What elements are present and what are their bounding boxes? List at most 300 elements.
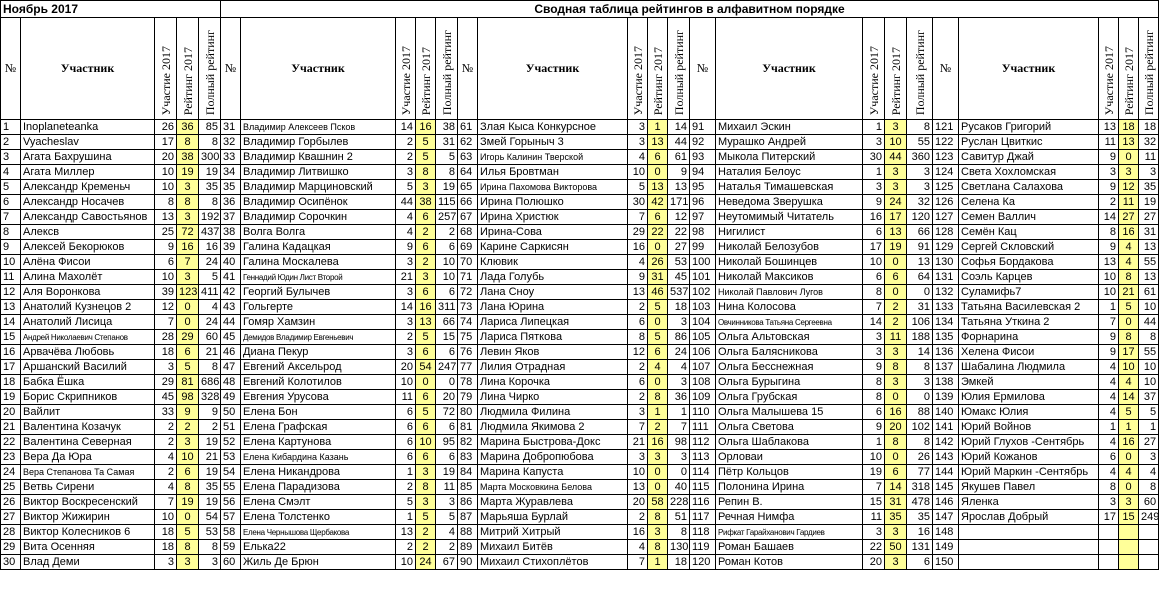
name-cell: Якушев Павел xyxy=(959,480,1099,495)
participation-cell: 1 xyxy=(863,435,885,450)
rating-cell: 4 xyxy=(1119,375,1139,390)
full-rating-cell: 0 xyxy=(907,285,933,300)
name-cell: Ярослав Добрый xyxy=(959,510,1099,525)
full-rating-cell: 3 xyxy=(668,450,690,465)
participation-cell: 18 xyxy=(155,540,177,555)
name-cell: Яленка xyxy=(959,495,1099,510)
rating-cell: 6 xyxy=(416,240,436,255)
participation-cell: 13 xyxy=(155,210,177,225)
num-cell: 33 xyxy=(221,150,241,165)
full-rating-header xyxy=(436,18,458,120)
rating-cell xyxy=(1119,525,1139,540)
num-cell: 133 xyxy=(933,300,959,315)
participation-cell: 13 xyxy=(1099,255,1119,270)
num-cell: 145 xyxy=(933,480,959,495)
name-cell: Русаков Григорий xyxy=(959,120,1099,135)
full-rating-cell: 35 xyxy=(1139,180,1159,195)
rating-cell: 4 xyxy=(1119,255,1139,270)
participation-cell: 10 xyxy=(155,180,177,195)
name-cell: Вера Степанова Та Самая xyxy=(21,465,155,480)
rating-cell: 0 xyxy=(177,315,199,330)
full-rating-cell: 2 xyxy=(199,420,221,435)
full-rating-cell: 26 xyxy=(907,450,933,465)
rating-cell: 6 xyxy=(648,150,668,165)
rating-header-text: Рейтинг 2017 xyxy=(1122,46,1136,115)
name-cell: Елена Парадизова xyxy=(241,480,396,495)
num-cell: 3 xyxy=(1,150,21,165)
rating-cell: 31 xyxy=(885,495,907,510)
rating-cell: 5 xyxy=(416,150,436,165)
full-rating-cell: 6 xyxy=(436,285,458,300)
rating-cell: 19 xyxy=(885,240,907,255)
table-row xyxy=(1,420,1159,435)
rating-cell: 16 xyxy=(416,300,436,315)
rating-cell: 0 xyxy=(177,510,199,525)
participation-cell: 14 xyxy=(863,315,885,330)
rating-cell: 9 xyxy=(177,405,199,420)
rating-cell: 46 xyxy=(648,285,668,300)
num-cell: 97 xyxy=(690,210,716,225)
rating-cell: 21 xyxy=(1119,285,1139,300)
rating-cell: 1 xyxy=(648,555,668,570)
full-rating-cell: 61 xyxy=(668,150,690,165)
name-cell: Карине Саркисян xyxy=(478,240,628,255)
full-rating-header-text: Полный рейтинг xyxy=(671,29,686,115)
name-cell: Влад Деми xyxy=(21,555,155,570)
participation-cell: 2 xyxy=(628,300,648,315)
full-rating-cell: 8 xyxy=(907,435,933,450)
table-row xyxy=(1,555,1159,570)
full-rating-cell: 66 xyxy=(436,315,458,330)
full-rating-cell: 120 xyxy=(907,210,933,225)
participation-cell: 3 xyxy=(396,345,416,360)
name-cell: Шабалина Людмила xyxy=(959,360,1099,375)
month-label: Ноябрь 2017 xyxy=(1,1,221,18)
name-cell: Геннадий Юдин Лист Второй xyxy=(241,270,396,285)
rating-cell: 0 xyxy=(1119,480,1139,495)
num-cell: 4 xyxy=(1,165,21,180)
rating-cell: 3 xyxy=(648,525,668,540)
full-rating-cell: 249 xyxy=(1139,510,1159,525)
num-cell: 31 xyxy=(221,120,241,135)
num-cell: 36 xyxy=(221,195,241,210)
participation-cell: 10 xyxy=(628,165,648,180)
full-rating-cell: 5 xyxy=(436,150,458,165)
name-cell: Семён Кац xyxy=(959,225,1099,240)
num-cell: 60 xyxy=(221,555,241,570)
num-cell: 122 xyxy=(933,135,959,150)
name-cell: Евгений Аксельрод xyxy=(241,360,396,375)
name-cell: Пётр Кольцов xyxy=(716,465,863,480)
table-row xyxy=(1,255,1159,270)
full-rating-cell: 10 xyxy=(436,270,458,285)
table-row xyxy=(1,345,1159,360)
full-rating-cell: 4 xyxy=(668,360,690,375)
participation-cell: 4 xyxy=(1099,375,1119,390)
name-cell: Вайлит xyxy=(21,405,155,420)
full-rating-cell: 55 xyxy=(1139,255,1159,270)
participation-cell: 9 xyxy=(1099,330,1119,345)
rating-cell: 5 xyxy=(648,330,668,345)
full-rating-cell: 478 xyxy=(907,495,933,510)
num-cell: 146 xyxy=(933,495,959,510)
table-row xyxy=(1,195,1159,210)
name-cell: Лана Сноу xyxy=(478,285,628,300)
num-cell: 108 xyxy=(690,375,716,390)
full-rating-cell: 19 xyxy=(436,465,458,480)
participation-cell: 6 xyxy=(396,450,416,465)
full-rating-cell: 13 xyxy=(1139,270,1159,285)
participation-cell: 4 xyxy=(628,150,648,165)
full-rating-header xyxy=(199,18,221,120)
num-cell: 101 xyxy=(690,270,716,285)
num-cell: 61 xyxy=(458,120,478,135)
rating-cell: 16 xyxy=(1119,435,1139,450)
num-cell: 58 xyxy=(221,525,241,540)
name-cell: Репин В. xyxy=(716,495,863,510)
participation-cell: 11 xyxy=(1099,135,1119,150)
num-cell: 13 xyxy=(1,300,21,315)
num-cell: 94 xyxy=(690,165,716,180)
full-rating-cell: 21 xyxy=(199,345,221,360)
name-cell: Лана Юрина xyxy=(478,300,628,315)
participation-header-text: Участие 2017 xyxy=(399,45,413,115)
full-rating-cell: 53 xyxy=(199,525,221,540)
full-rating-cell: 4 xyxy=(199,300,221,315)
participation-cell: 9 xyxy=(155,240,177,255)
name-cell: Соэль Карцев xyxy=(959,270,1099,285)
rating-cell: 26 xyxy=(648,255,668,270)
rating-cell: 5 xyxy=(416,330,436,345)
full-rating-cell: 85 xyxy=(199,120,221,135)
full-rating-cell: 98 xyxy=(668,435,690,450)
num-cell: 99 xyxy=(690,240,716,255)
rating-header xyxy=(885,18,907,120)
num-cell: 14 xyxy=(1,315,21,330)
participation-cell: 6 xyxy=(628,315,648,330)
num-cell: 68 xyxy=(458,225,478,240)
num-cell: 21 xyxy=(1,420,21,435)
num-cell: 49 xyxy=(221,390,241,405)
name-cell: Николай Павлович Лугов xyxy=(716,285,863,300)
rating-cell: 8 xyxy=(177,540,199,555)
rating-cell: 19 xyxy=(177,495,199,510)
rating-cell: 3 xyxy=(885,525,907,540)
name-cell: Михаил Эскин xyxy=(716,120,863,135)
full-rating-header xyxy=(668,18,690,120)
num-cell: 75 xyxy=(458,330,478,345)
num-cell: 124 xyxy=(933,165,959,180)
rating-cell: 6 xyxy=(416,420,436,435)
rating-cell: 3 xyxy=(177,180,199,195)
table-row xyxy=(1,120,1159,135)
full-rating-cell: 686 xyxy=(199,375,221,390)
rating-cell: 10 xyxy=(1119,360,1139,375)
participation-header xyxy=(396,18,416,120)
name-cell: Света Хохломская xyxy=(959,165,1099,180)
full-rating-cell: 3 xyxy=(1139,450,1159,465)
name-cell: Мыкола Питерский xyxy=(716,150,863,165)
rating-cell: 2 xyxy=(416,255,436,270)
name-cell: Полонина Ирина xyxy=(716,480,863,495)
rating-cell: 54 xyxy=(416,360,436,375)
full-rating-cell: 3 xyxy=(1139,165,1159,180)
participation-cell: 3 xyxy=(863,525,885,540)
participation-cell: 6 xyxy=(628,375,648,390)
name-cell: Эмкей xyxy=(959,375,1099,390)
name-cell: Ольга Грубская xyxy=(716,390,863,405)
num-cell: 143 xyxy=(933,450,959,465)
name-cell: Орловаи xyxy=(716,450,863,465)
table-row xyxy=(1,540,1159,555)
name-cell: Виктор Жижирин xyxy=(21,510,155,525)
rating-cell: 19 xyxy=(177,165,199,180)
name-cell: Юрий Маркин -Сентябрь xyxy=(959,465,1099,480)
participation-cell: 7 xyxy=(628,420,648,435)
name-cell: Лилия Отрадная xyxy=(478,360,628,375)
participation-cell: 3 xyxy=(155,360,177,375)
name-cell: Овчинникова Татьяна Сергеевна xyxy=(716,315,863,330)
name-cell: Борис Скрипников xyxy=(21,390,155,405)
full-rating-cell: 16 xyxy=(199,240,221,255)
full-rating-cell: 19 xyxy=(199,495,221,510)
rating-cell: 6 xyxy=(648,210,668,225)
name-cell xyxy=(959,555,1099,570)
full-rating-cell: 40 xyxy=(668,480,690,495)
num-cell: 81 xyxy=(458,420,478,435)
num-cell: 131 xyxy=(933,270,959,285)
num-cell: 35 xyxy=(221,180,241,195)
participation-cell: 7 xyxy=(863,480,885,495)
participation-cell: 9 xyxy=(1099,240,1119,255)
num-cell: 89 xyxy=(458,540,478,555)
name-cell: Рифкат Гарайханович Гардиев xyxy=(716,525,863,540)
rating-cell: 0 xyxy=(885,285,907,300)
num-cell: 128 xyxy=(933,225,959,240)
full-rating-cell: 18 xyxy=(668,300,690,315)
full-rating-cell: 5 xyxy=(199,270,221,285)
rating-cell: 6 xyxy=(177,345,199,360)
num-cell: 46 xyxy=(221,345,241,360)
full-rating-cell: 11 xyxy=(436,480,458,495)
table-row xyxy=(1,150,1159,165)
full-rating-cell xyxy=(1139,525,1159,540)
num-cell: 77 xyxy=(458,360,478,375)
name-cell: Форнарина xyxy=(959,330,1099,345)
name-cell: Александр Савостьянов xyxy=(21,210,155,225)
participation-cell: 6 xyxy=(863,225,885,240)
name-cell: Юрий Войнов xyxy=(959,420,1099,435)
full-rating-cell: 18 xyxy=(1139,120,1159,135)
full-rating-cell: 77 xyxy=(907,465,933,480)
full-rating-cell: 64 xyxy=(907,270,933,285)
participation-cell: 29 xyxy=(628,225,648,240)
name-cell: Ольга Малышева 15 xyxy=(716,405,863,420)
full-rating-cell: 38 xyxy=(436,120,458,135)
num-cell: 11 xyxy=(1,270,21,285)
rating-cell: 27 xyxy=(1119,210,1139,225)
participation-cell: 9 xyxy=(628,270,648,285)
name-cell: Владимир Горбылев xyxy=(241,135,396,150)
name-cell: Георгий Булычев xyxy=(241,285,396,300)
num-cell: 92 xyxy=(690,135,716,150)
participation-cell: 3 xyxy=(628,405,648,420)
table-row xyxy=(1,525,1159,540)
name-cell: Николай Максиков xyxy=(716,270,863,285)
full-rating-cell: 44 xyxy=(668,135,690,150)
rating-cell: 38 xyxy=(177,150,199,165)
full-rating-cell: 12 xyxy=(668,210,690,225)
name-cell: Юрий Глухов -Сентябрь xyxy=(959,435,1099,450)
full-rating-cell: 13 xyxy=(668,180,690,195)
rating-cell: 0 xyxy=(177,300,199,315)
full-rating-cell: 8 xyxy=(199,135,221,150)
full-rating-cell: 22 xyxy=(668,225,690,240)
full-rating-cell: 19 xyxy=(436,180,458,195)
name-cell: Анатолий Лисица xyxy=(21,315,155,330)
table-row xyxy=(1,285,1159,300)
rating-cell: 3 xyxy=(177,210,199,225)
rating-cell: 6 xyxy=(885,465,907,480)
rating-cell: 8 xyxy=(177,135,199,150)
rating-header-text: Рейтинг 2017 xyxy=(651,46,665,115)
participation-cell: 5 xyxy=(396,495,416,510)
num-cell: 27 xyxy=(1,510,21,525)
full-rating-cell: 4 xyxy=(436,525,458,540)
full-rating-cell: 53 xyxy=(668,255,690,270)
num-cell: 111 xyxy=(690,420,716,435)
rating-cell: 3 xyxy=(1119,495,1139,510)
rating-cell: 5 xyxy=(177,360,199,375)
table-row xyxy=(1,225,1159,240)
rating-cell: 3 xyxy=(416,495,436,510)
num-cell: 129 xyxy=(933,240,959,255)
rating-cell: 8 xyxy=(648,540,668,555)
rating-cell: 24 xyxy=(416,555,436,570)
num-cell: 78 xyxy=(458,375,478,390)
rating-cell: 6 xyxy=(416,285,436,300)
table-row xyxy=(1,300,1159,315)
full-rating-cell: 86 xyxy=(668,330,690,345)
participation-cell: 10 xyxy=(1099,270,1119,285)
name-cell: Сергей Скловский xyxy=(959,240,1099,255)
name-cell: Илья Бровтман xyxy=(478,165,628,180)
rating-cell: 42 xyxy=(648,195,668,210)
table-row xyxy=(1,210,1159,225)
num-cell: 107 xyxy=(690,360,716,375)
name-cell: Митрий Хитрый xyxy=(478,525,628,540)
participation-cell: 10 xyxy=(863,450,885,465)
participation-cell: 16 xyxy=(628,525,648,540)
name-cell: Галина Кадацкая xyxy=(241,240,396,255)
participation-cell: 3 xyxy=(628,450,648,465)
participation-cell: 3 xyxy=(396,165,416,180)
num-cell: 117 xyxy=(690,510,716,525)
participant-header: Участник xyxy=(959,18,1099,120)
participation-cell: 20 xyxy=(628,495,648,510)
num-cell: 150 xyxy=(933,555,959,570)
rating-cell: 16 xyxy=(648,435,668,450)
full-rating-cell: 32 xyxy=(1139,135,1159,150)
rating-cell: 17 xyxy=(885,210,907,225)
name-cell: Алёна Фисои xyxy=(21,255,155,270)
rating-cell: 3 xyxy=(416,180,436,195)
rating-cell: 2 xyxy=(648,420,668,435)
name-cell: Семен Валлич xyxy=(959,210,1099,225)
full-rating-cell: 171 xyxy=(668,195,690,210)
full-rating-cell: 300 xyxy=(199,150,221,165)
num-cell: 118 xyxy=(690,525,716,540)
num-cell: 113 xyxy=(690,450,716,465)
rating-cell: 0 xyxy=(885,390,907,405)
rating-cell: 8 xyxy=(648,390,668,405)
full-rating-cell: 95 xyxy=(436,435,458,450)
full-rating-cell: 0 xyxy=(907,390,933,405)
rating-cell: 11 xyxy=(1119,195,1139,210)
rating-cell: 20 xyxy=(885,420,907,435)
table-row xyxy=(1,375,1159,390)
num-cell: 100 xyxy=(690,255,716,270)
full-rating-cell: 13 xyxy=(1139,240,1159,255)
participation-cell: 1 xyxy=(396,510,416,525)
name-cell xyxy=(959,540,1099,555)
rating-cell: 5 xyxy=(416,135,436,150)
participation-cell: 9 xyxy=(396,240,416,255)
num-cell: 10 xyxy=(1,255,21,270)
num-cell: 9 xyxy=(1,240,21,255)
rating-cell: 36 xyxy=(177,120,199,135)
num-cell: 17 xyxy=(1,360,21,375)
rating-cell: 16 xyxy=(177,240,199,255)
participation-cell: 3 xyxy=(863,180,885,195)
num-cell: 126 xyxy=(933,195,959,210)
num-cell: 134 xyxy=(933,315,959,330)
table-row xyxy=(1,315,1159,330)
num-cell: 104 xyxy=(690,315,716,330)
rating-cell: 6 xyxy=(416,390,436,405)
name-cell: Марта Журавлева xyxy=(478,495,628,510)
participation-cell xyxy=(1099,525,1119,540)
name-cell: Людмила Филина xyxy=(478,405,628,420)
participation-cell: 1 xyxy=(396,465,416,480)
num-cell: 12 xyxy=(1,285,21,300)
full-rating-cell: 19 xyxy=(199,165,221,180)
num-cell: 125 xyxy=(933,180,959,195)
num-header: № xyxy=(1,18,21,120)
full-rating-cell: 537 xyxy=(668,285,690,300)
participation-cell: 6 xyxy=(396,420,416,435)
full-rating-cell: 360 xyxy=(907,150,933,165)
num-cell: 62 xyxy=(458,135,478,150)
full-rating-cell: 36 xyxy=(668,390,690,405)
num-header: № xyxy=(690,18,716,120)
name-cell: Диана Пекур xyxy=(241,345,396,360)
full-rating-cell: 7 xyxy=(668,420,690,435)
rating-header xyxy=(648,18,668,120)
table-row xyxy=(1,360,1159,375)
participation-header xyxy=(1099,18,1119,120)
num-cell: 70 xyxy=(458,255,478,270)
name-cell: Руслан Цвиткис xyxy=(959,135,1099,150)
participation-header-text: Участие 2017 xyxy=(158,45,173,115)
participant-header: Участник xyxy=(21,18,155,120)
rating-cell: 3 xyxy=(885,345,907,360)
participation-cell: 7 xyxy=(628,210,648,225)
participation-cell: 13 xyxy=(628,480,648,495)
participation-cell: 7 xyxy=(863,300,885,315)
full-rating-cell: 247 xyxy=(436,360,458,375)
name-cell: Вита Осенняя xyxy=(21,540,155,555)
